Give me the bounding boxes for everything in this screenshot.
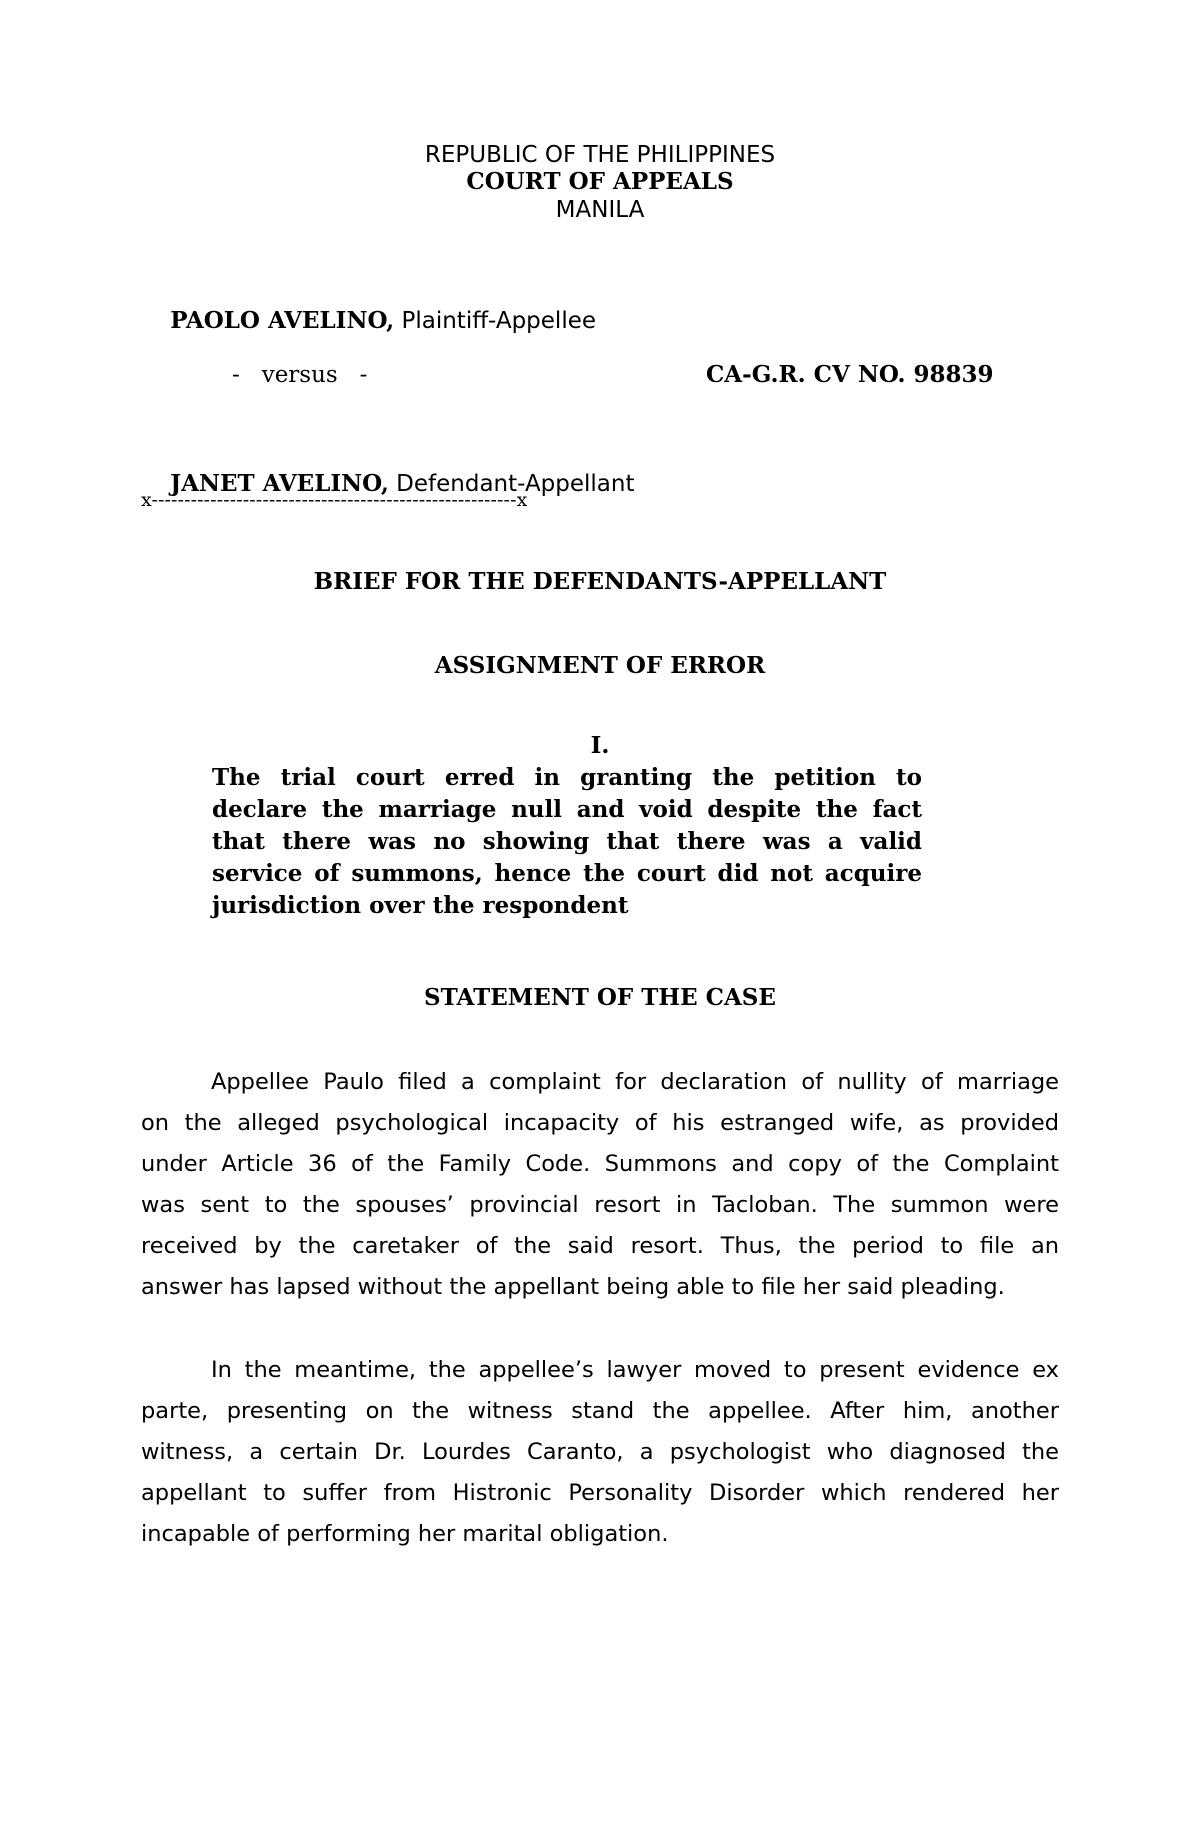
case-number: CA-G.R. CV NO. 98839: [706, 361, 994, 388]
paragraph-line: witness, a certain Dr. Lourdes Caranto, a psychologist who diagnosed the: [141, 1439, 1059, 1465]
header-city: MANILA: [555, 197, 645, 223]
paragraph-line: on the alleged psychological incapacity of his estranged wife, as provided: [141, 1110, 1059, 1136]
paragraph-line: parte, presenting on the witness stand the appellee. After him, another: [141, 1398, 1059, 1424]
plaintiff-name: PAOLO AVELINO,: [170, 307, 395, 334]
defendant-role: Defendant-Appellant: [388, 471, 635, 497]
plaintiff-line: [141, 279, 596, 363]
statement-paragraph-1: [141, 1062, 1059, 1308]
paragraph-line: incapable of performing her marital obligation.: [141, 1521, 669, 1547]
defendant-name: JANET AVELINO,: [170, 470, 389, 497]
paragraph-line: was sent to the spouses’ provincial resort in Tacloban. The summon were: [141, 1192, 1059, 1218]
statement-heading: STATEMENT OF THE CASE: [424, 984, 776, 1011]
header-republic: REPUBLIC OF THE PHILIPPINES: [424, 142, 776, 168]
error-line: jurisdiction over the respondent: [212, 892, 629, 919]
paragraph-line: appellant to suffer from Histronic Personality Disorder which rendered her: [141, 1480, 1059, 1506]
paragraph-line: Appellee Paulo filed a complaint for declaration of nullity of marriage: [211, 1069, 1059, 1095]
error-line: service of summons, hence the court did not acquire: [212, 860, 922, 887]
error-statement: [212, 762, 922, 922]
caption-separator: x--------------------------------------------------------x: [141, 489, 528, 511]
paragraph-line: under Article 36 of the Family Code. Summons and copy of the Complaint: [141, 1151, 1059, 1177]
error-numeral: I.: [590, 732, 610, 759]
plaintiff-role: Plaintiff-Appellee: [394, 308, 597, 334]
error-line: declare the marriage null and void despite the fact: [212, 796, 922, 823]
brief-title: BRIEF FOR THE DEFENDANTS-APPELLANT: [313, 568, 887, 595]
assignment-heading: ASSIGNMENT OF ERROR: [434, 652, 766, 679]
paragraph-line: In the meantime, the appellee’s lawyer moved to present evidence ex: [211, 1357, 1059, 1383]
header-court: COURT OF APPEALS: [466, 168, 734, 195]
statement-paragraph-2: [141, 1350, 1059, 1555]
error-line: The trial court erred in granting the petition to: [212, 764, 922, 791]
error-line: that there was no showing that there was a valid: [212, 828, 922, 855]
versus-label: - versus -: [232, 362, 368, 388]
paragraph-line: answer has lapsed without the appellant being able to file her said pleading.: [141, 1274, 1005, 1300]
paragraph-line: received by the caretaker of the said resort. Thus, the period to file an: [141, 1233, 1059, 1259]
